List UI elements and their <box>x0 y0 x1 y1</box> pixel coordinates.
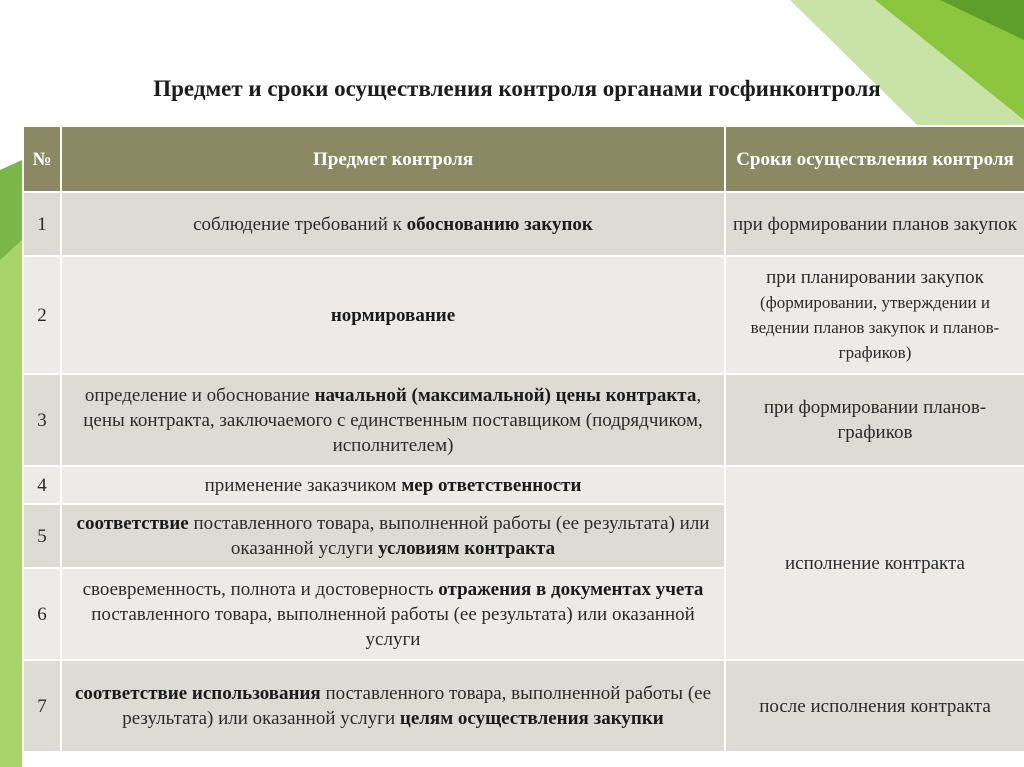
row-terms: при планировании закупок (формировании, утверждении и ведении планов закупок и планов-графиков) <box>725 256 1024 374</box>
table-header-row <box>23 126 1024 192</box>
row-num: 2 <box>23 256 61 374</box>
row-subject: соответствие поставленного товара, выполненной работы (ее результата) или оказанной услуги условиям контракта <box>61 504 725 568</box>
row-num: 5 <box>23 504 61 568</box>
table-row <box>23 192 1024 256</box>
row-num: 4 <box>23 466 61 504</box>
row-terms: при формировании планов закупок <box>725 192 1024 256</box>
row-terms-merged: исполнение контракта <box>725 466 1024 660</box>
row-terms: после исполнения контракта <box>725 660 1024 752</box>
row-num: 7 <box>23 660 61 752</box>
row-subject: определение и обоснование начальной (максимальной) цены контракта, цены контракта, заключаемого с единственным поставщиком (подрядчиком, исполнителем) <box>61 374 725 466</box>
row-terms: при формировании планов-графиков <box>725 374 1024 466</box>
deco-left-triangle-light <box>0 240 22 767</box>
header-subject: Предмет контроля <box>61 126 725 192</box>
control-table <box>22 125 1024 753</box>
table-row <box>23 374 1024 466</box>
table-row <box>23 256 1024 374</box>
row-subject: соблюдение требований к обоснованию закупок <box>61 192 725 256</box>
table-row <box>23 466 1024 504</box>
header-num: № <box>23 126 61 192</box>
slide-title: Предмет и сроки осуществления контроля органами госфинконтроля <box>153 76 881 101</box>
row-subject: нормирование <box>61 256 725 374</box>
header-terms: Сроки осуществления контроля <box>725 126 1024 192</box>
row-subject: соответствие использования поставленного товара, выполненной работы (ее результата) или оказанной услуги целям осуществления закупки <box>61 660 725 752</box>
row-subject: применение заказчиком мер ответственности <box>61 466 725 504</box>
row-subject: своевременность, полнота и достоверность отражения в документах учета поставленного товара, выполненной работы (ее результата) или оказанной услуги <box>61 568 725 660</box>
row-num: 1 <box>23 192 61 256</box>
table-row <box>23 660 1024 752</box>
row-num: 3 <box>23 374 61 466</box>
row-num: 6 <box>23 568 61 660</box>
